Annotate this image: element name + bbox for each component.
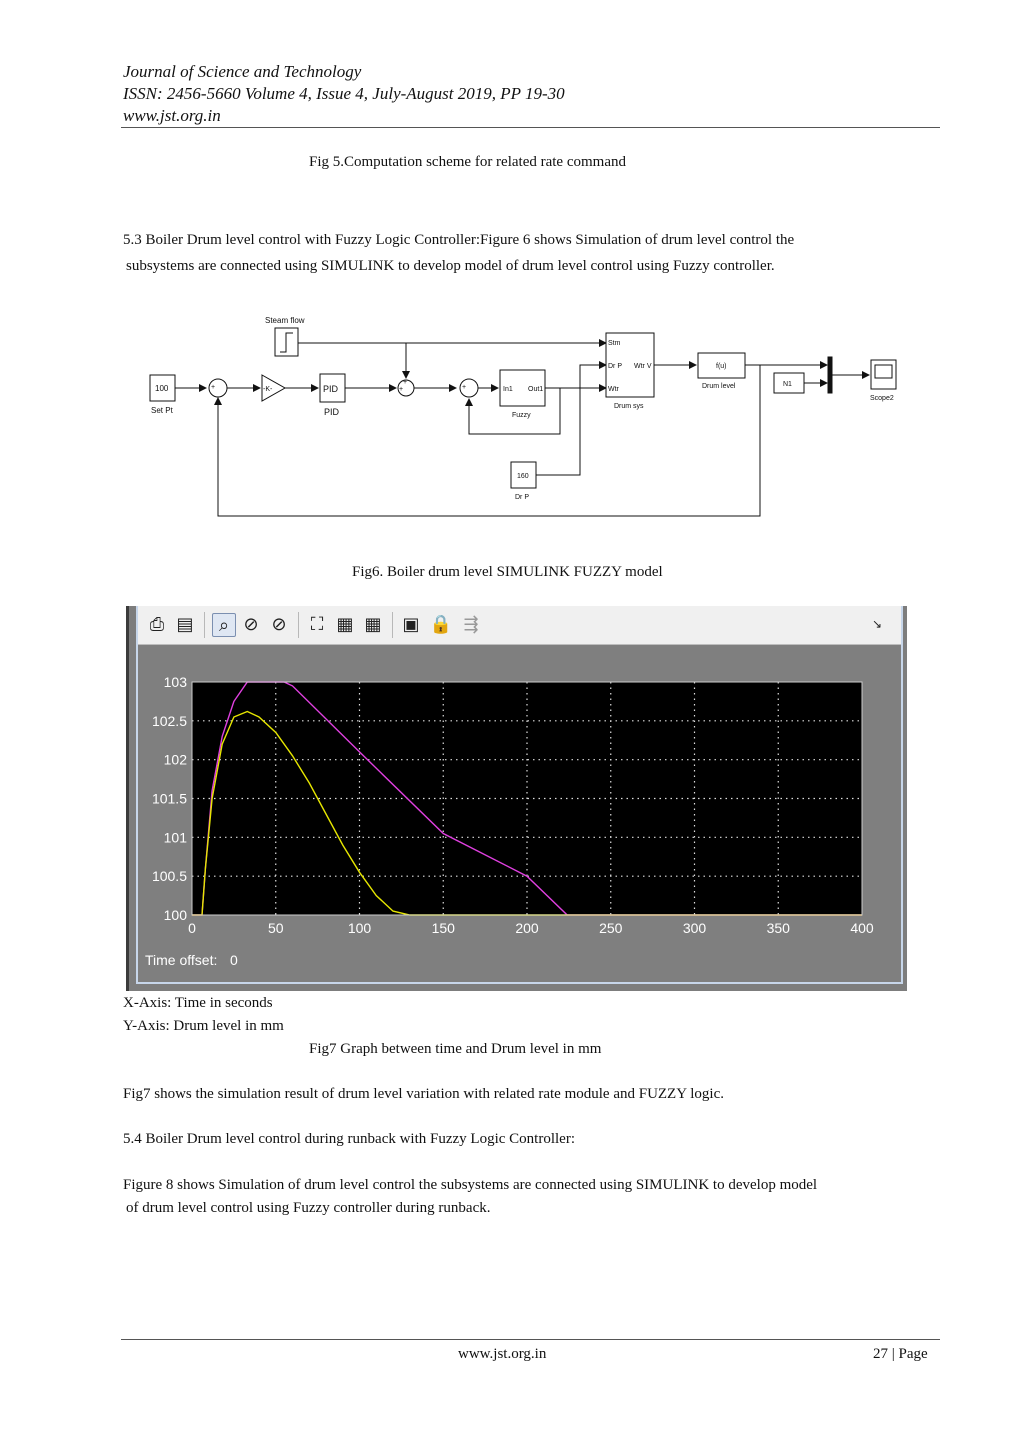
x-tick-label: 0 (188, 920, 196, 936)
fuzzy-label: Fuzzy (512, 412, 531, 419)
x-tick-label: 250 (599, 920, 623, 936)
sum3-plus: + (462, 384, 467, 391)
drum-in-stm: Stm (608, 340, 621, 347)
dock-icon[interactable]: ↘ (871, 617, 883, 631)
fig5-caption: Fig 5.Computation scheme for related rate command (309, 154, 626, 170)
gain-label: -K- (263, 386, 273, 393)
lock-icon[interactable]: 🔒 (429, 613, 453, 635)
setpt-value: 100 (155, 384, 169, 393)
fcn-label: Drum level (702, 383, 736, 390)
sum1-plus: + (211, 384, 216, 391)
mux-block (828, 357, 832, 393)
zoom-x-icon[interactable]: ⊘ (243, 613, 259, 635)
footer-rule (121, 1339, 940, 1340)
page-number: 27 | Page (873, 1346, 928, 1362)
scope-plot (138, 644, 901, 982)
drum-in-drp: Dr P (608, 363, 622, 370)
fig8-line1: Figure 8 shows Simulation of drum level control the subsystems are connected using SIMULINK to develop model (123, 1177, 818, 1193)
simulink-diagram (140, 305, 910, 530)
y-axis-note: Y-Axis: Drum level in mm (123, 1018, 284, 1034)
time-offset-label: Time offset: (145, 952, 218, 968)
params-icon[interactable]: ▤ (176, 613, 194, 635)
section53-line2: subsystems are connected using SIMULINK to develop model of drum level control using Fuzzy controller. (126, 258, 775, 274)
sum2-plus-left: + (399, 386, 404, 393)
pid-label: PID (324, 407, 340, 417)
x-tick-label: 50 (267, 920, 284, 936)
header-rule (121, 127, 940, 128)
drum-out: Wtr V (634, 363, 652, 370)
autoscale-icon[interactable]: ⛶ (310, 613, 324, 635)
x-tick-label: 200 (515, 920, 539, 936)
sum1-minus: - (216, 392, 219, 401)
fuzzy-out: Out1 (528, 386, 544, 393)
save-axes-icon[interactable]: ▦ (336, 613, 354, 635)
n1-text: N1 (783, 381, 792, 388)
scope-window (126, 606, 907, 991)
setpt-label: Set Pt (151, 406, 173, 415)
x-tick-label: 350 (766, 920, 790, 936)
y-tick-label: 102 (163, 751, 187, 768)
y-tick-label: 101.5 (151, 790, 187, 807)
y-tick-label: 103 (163, 674, 187, 690)
scope-toolbar (138, 606, 901, 645)
section53-line1: 5.3 Boiler Drum level control with Fuzzy Logic Controller:Figure 6 shows Simulation of drum level control the (123, 232, 795, 248)
floating-scope-icon[interactable]: ▣ (402, 613, 420, 635)
section54-title: 5.4 Boiler Drum level control during runback with Fuzzy Logic Controller: (123, 1131, 575, 1147)
journal-title: Journal of Science and Technology (123, 62, 362, 81)
zoom-icon[interactable]: ⌕ (212, 613, 236, 637)
footer-url: www.jst.org.in (458, 1346, 547, 1362)
x-tick-label: 100 (347, 920, 372, 936)
signal-select-icon[interactable]: ⇶ (463, 613, 479, 635)
sum2-plus-top: + (403, 379, 408, 386)
restore-axes-icon[interactable]: ▦ (364, 613, 382, 635)
sum3-minus: - (467, 392, 470, 401)
x-axis-note: X-Axis: Time in seconds (123, 995, 273, 1011)
pid-block-text: PID (323, 384, 339, 394)
x-tick-label: 150 (431, 920, 455, 936)
y-tick-label: 100 (163, 907, 187, 923)
scope-label: Scope2 (870, 395, 894, 402)
zoom-y-icon[interactable]: ⊘ (271, 613, 287, 635)
fig6-caption: Fig6. Boiler drum level SIMULINK FUZZY model (352, 564, 663, 580)
fig7-caption: Fig7 Graph between time and Drum level in mm (309, 1041, 602, 1057)
drum-label: Drum sys (614, 403, 644, 410)
fig7-description: Fig7 shows the simulation result of drum level variation with related rate module and FUZZY logic. (123, 1086, 724, 1102)
x-tick-label: 400 (850, 920, 874, 936)
fcn-text: f(u) (716, 363, 727, 370)
journal-url: www.jst.org.in (123, 106, 221, 125)
fig8-line2: of drum level control using Fuzzy controller during runback. (126, 1200, 491, 1216)
drp-value: 160 (517, 473, 529, 480)
issn-line: ISSN: 2456-5660 Volume 4, Issue 4, July-August 2019, PP 19-30 (123, 84, 565, 103)
x-tick-label: 300 (682, 920, 707, 936)
y-tick-label: 101 (163, 829, 187, 846)
steam-flow-label: Steam flow (265, 316, 305, 325)
drum-in-wtr: Wtr (608, 386, 619, 393)
time-offset-value: 0 (230, 952, 238, 968)
y-tick-label: 100.5 (151, 868, 187, 885)
print-icon[interactable]: ⎙ (149, 613, 165, 635)
drp-label: Dr P (515, 494, 529, 501)
y-tick-label: 102.5 (151, 712, 187, 729)
fuzzy-in: In1 (503, 386, 513, 393)
